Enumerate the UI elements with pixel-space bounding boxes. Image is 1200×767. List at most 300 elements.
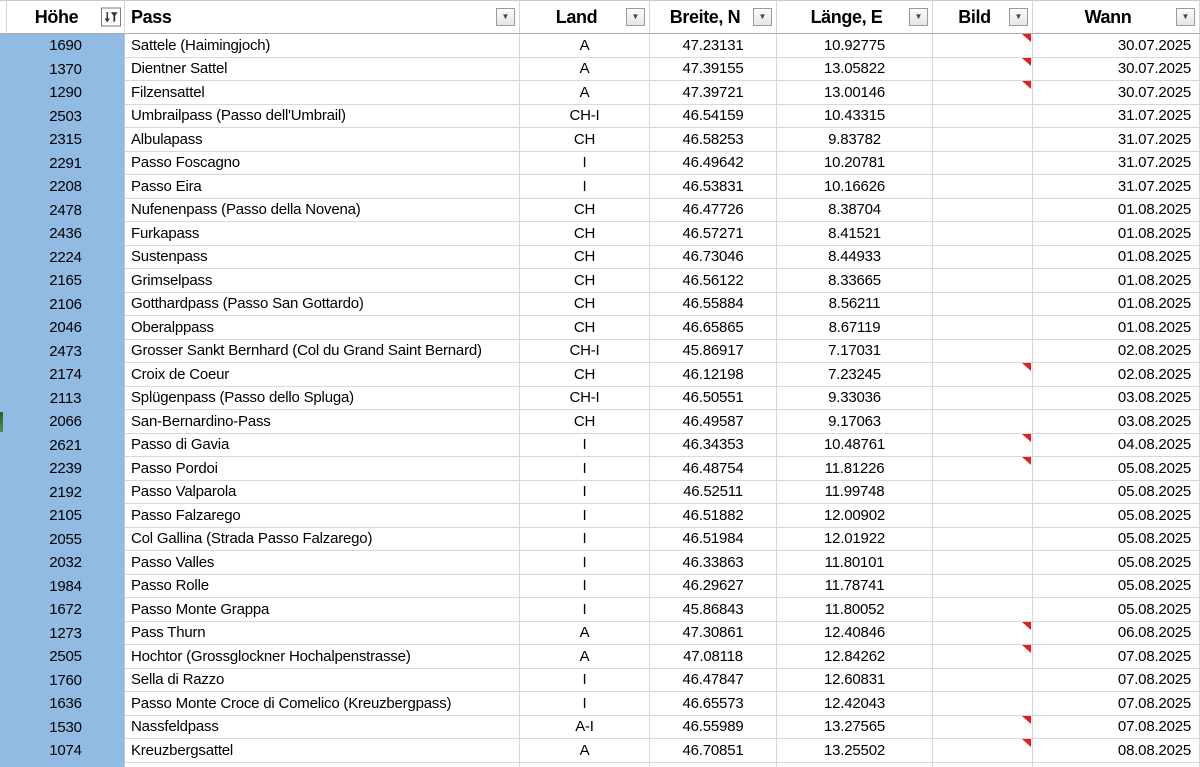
table-row <box>0 504 1200 528</box>
cell-land[interactable]: CH <box>520 363 650 387</box>
cut-column-sliver <box>0 622 7 646</box>
cell-wann[interactable]: 02.08.2025 <box>1033 340 1200 364</box>
cell-land[interactable]: I <box>520 669 650 693</box>
cell-hoehe[interactable]: 2174 <box>7 363 125 387</box>
cell-breite[interactable]: 46.55989 <box>650 716 777 740</box>
cell-pass[interactable]: Kreuzbergsattel <box>125 739 520 763</box>
cell-bild[interactable] <box>933 575 1033 599</box>
cell-wann[interactable]: 02.08.2025 <box>1033 363 1200 387</box>
cell-pass[interactable]: Passo Falzarego <box>125 504 520 528</box>
cell-bild[interactable] <box>933 246 1033 270</box>
table-row <box>0 598 1200 622</box>
cell-wann[interactable]: 05.08.2025 <box>1033 575 1200 599</box>
cell-wann[interactable]: 07.08.2025 <box>1033 692 1200 716</box>
cell-pass[interactable]: Passo Valles <box>125 551 520 575</box>
cell-land[interactable]: I <box>520 504 650 528</box>
cell-breite[interactable]: 46.50551 <box>650 387 777 411</box>
cell-pass[interactable]: Passo Pordoi <box>125 457 520 481</box>
cell-hoehe[interactable]: 1672 <box>7 598 125 622</box>
cell-bild[interactable] <box>933 692 1033 716</box>
cell-laenge[interactable]: 8.41521 <box>777 222 933 246</box>
cell-pass[interactable]: Passo Monte Grappa <box>125 598 520 622</box>
cell-laenge[interactable]: 7.17031 <box>777 340 933 364</box>
cut-column-sliver <box>0 457 7 481</box>
cut-column-sliver <box>0 410 7 434</box>
cell-wann[interactable]: 01.08.2025 <box>1033 246 1200 270</box>
cell-pass[interactable]: Passo Valparola <box>125 481 520 505</box>
note-indicator-icon <box>1022 58 1031 66</box>
cell-breite[interactable]: 46.33863 <box>650 551 777 575</box>
cell-bild[interactable] <box>933 222 1033 246</box>
cell-laenge[interactable]: 10.20781 <box>777 152 933 176</box>
cell-bild[interactable] <box>933 410 1033 434</box>
cell-bild[interactable] <box>933 504 1033 528</box>
cell-breite[interactable]: 46.52511 <box>650 481 777 505</box>
cut-column-sliver <box>0 387 7 411</box>
cut-column-sliver <box>0 128 7 152</box>
cell-hoehe[interactable]: 2106 <box>7 293 125 317</box>
cell-breite[interactable]: 45.86843 <box>650 598 777 622</box>
table-row <box>0 363 1200 387</box>
cell-wann[interactable]: 01.08.2025 <box>1033 269 1200 293</box>
cell-pass[interactable]: Passo Rolle <box>125 575 520 599</box>
cell-wann[interactable]: 04.08.2025 <box>1033 434 1200 458</box>
table-row <box>0 58 1200 82</box>
cell-breite[interactable]: 46.73046 <box>650 246 777 270</box>
cell-pass[interactable]: Sustenpass <box>125 246 520 270</box>
cell-laenge[interactable]: 12.60831 <box>777 669 933 693</box>
cell-breite[interactable]: 46.51882 <box>650 504 777 528</box>
cell-laenge[interactable]: 8.56211 <box>777 293 933 317</box>
cell-breite[interactable]: 46.65865 <box>650 316 777 340</box>
cell-breite[interactable]: 46.70851 <box>650 739 777 763</box>
cell-bild[interactable] <box>933 58 1033 82</box>
column-header-pass <box>125 1 520 34</box>
cell-hoehe[interactable] <box>7 763 125 767</box>
cut-column-sliver <box>0 739 7 763</box>
cell-laenge[interactable]: 11.99748 <box>777 481 933 505</box>
table-row <box>0 575 1200 599</box>
column-header-laenge <box>777 1 933 34</box>
cell-wann[interactable]: 05.08.2025 <box>1033 457 1200 481</box>
cell-wann[interactable]: 31.07.2025 <box>1033 175 1200 199</box>
note-indicator-icon <box>1022 622 1031 630</box>
cell-laenge[interactable]: 10.16626 <box>777 175 933 199</box>
cell-pass[interactable]: Grosser Sankt Bernhard (Col du Grand Saint Bernard) <box>125 340 520 364</box>
cell-pass[interactable]: Dientner Sattel <box>125 58 520 82</box>
green-edge-mark <box>0 412 3 432</box>
cell-hoehe[interactable]: 2105 <box>7 504 125 528</box>
cut-column-sliver <box>0 105 7 129</box>
cell-hoehe[interactable]: 1290 <box>7 81 125 105</box>
cell-laenge[interactable]: 10.43315 <box>777 105 933 129</box>
cell-pass[interactable]: Filzensattel <box>125 81 520 105</box>
cell-breite[interactable]: 46.58253 <box>650 128 777 152</box>
cell-laenge[interactable]: 12.42043 <box>777 692 933 716</box>
laenge-filter-dropdown-button[interactable] <box>909 8 928 26</box>
table-row <box>0 340 1200 364</box>
note-indicator-icon <box>1022 457 1031 465</box>
cell-land[interactable]: I <box>520 528 650 552</box>
cell-laenge[interactable]: 7.23245 <box>777 363 933 387</box>
column-header-wann <box>1033 1 1200 34</box>
cell-hoehe[interactable]: 2436 <box>7 222 125 246</box>
table-row <box>0 739 1200 763</box>
cell-wann[interactable]: 07.08.2025 <box>1033 716 1200 740</box>
cell-hoehe[interactable]: 1530 <box>7 716 125 740</box>
cell-pass[interactable]: Nufenenpass (Passo della Novena) <box>125 199 520 223</box>
cell-hoehe[interactable]: 2473 <box>7 340 125 364</box>
column-label-breite: Breite, N <box>669 6 741 27</box>
cut-column-sliver <box>0 58 7 82</box>
cell-wann[interactable]: 05.08.2025 <box>1033 598 1200 622</box>
cell-land[interactable]: I <box>520 457 650 481</box>
cell-breite[interactable]: 47.39721 <box>650 81 777 105</box>
cell-breite[interactable]: 46.47726 <box>650 199 777 223</box>
cell-hoehe[interactable]: 1370 <box>7 58 125 82</box>
chevron-down-icon: ▼ <box>631 12 640 21</box>
cell-breite[interactable]: 46.47847 <box>650 669 777 693</box>
cell-bild[interactable] <box>933 434 1033 458</box>
cell-pass[interactable]: Sattele (Haimingjoch) <box>125 34 520 58</box>
cell-pass[interactable]: Passo di Gavia <box>125 434 520 458</box>
cell-hoehe[interactable]: 1636 <box>7 692 125 716</box>
cell-laenge[interactable]: 13.27565 <box>777 716 933 740</box>
breite-filter-dropdown-button[interactable] <box>753 8 772 26</box>
cell-laenge[interactable]: 8.67119 <box>777 316 933 340</box>
note-indicator-icon <box>1022 739 1031 747</box>
cell-wann[interactable]: 01.08.2025 <box>1033 293 1200 317</box>
cell-land[interactable]: CH <box>520 199 650 223</box>
cut-column-sliver <box>0 434 7 458</box>
cell-laenge[interactable]: 10.92775 <box>777 34 933 58</box>
cell-land[interactable]: A <box>520 645 650 669</box>
cell-pass[interactable]: Pass Thurn <box>125 622 520 646</box>
cell-hoehe[interactable]: 2113 <box>7 387 125 411</box>
cell-pass[interactable] <box>125 763 520 767</box>
cell-pass[interactable]: Sella di Razzo <box>125 669 520 693</box>
cell-laenge[interactable]: 8.33665 <box>777 269 933 293</box>
wann-filter-dropdown-button[interactable] <box>1176 8 1195 26</box>
cell-land[interactable]: I <box>520 551 650 575</box>
column-label-pass: Pass <box>131 6 172 27</box>
cell-wann[interactable]: 31.07.2025 <box>1033 128 1200 152</box>
cell-hoehe[interactable]: 2066 <box>7 410 125 434</box>
cell-hoehe[interactable]: 1273 <box>7 622 125 646</box>
cell-land[interactable]: I <box>520 598 650 622</box>
cell-land[interactable]: CH-I <box>520 105 650 129</box>
cell-hoehe[interactable]: 2291 <box>7 152 125 176</box>
cell-wann[interactable]: 01.08.2025 <box>1033 316 1200 340</box>
cell-pass[interactable]: Col Gallina (Strada Passo Falzarego) <box>125 528 520 552</box>
table-row <box>0 316 1200 340</box>
cell-pass[interactable]: Nassfeldpass <box>125 716 520 740</box>
cell-hoehe[interactable]: 2055 <box>7 528 125 552</box>
pass-filter-dropdown-button[interactable] <box>496 8 515 26</box>
cell-pass[interactable]: Grimselpass <box>125 269 520 293</box>
cell-laenge[interactable]: 12.00902 <box>777 504 933 528</box>
cell-bild[interactable] <box>933 551 1033 575</box>
cell-hoehe[interactable]: 2478 <box>7 199 125 223</box>
cell-bild[interactable] <box>933 739 1033 763</box>
cell-breite[interactable]: 46.48754 <box>650 457 777 481</box>
cell-laenge[interactable]: 10.48761 <box>777 434 933 458</box>
cut-column-sliver <box>0 152 7 176</box>
cell-bild[interactable] <box>933 481 1033 505</box>
cell-bild[interactable] <box>933 716 1033 740</box>
cell-breite[interactable]: 46.49642 <box>650 152 777 176</box>
cell-wann[interactable]: 31.07.2025 <box>1033 152 1200 176</box>
cell-laenge[interactable]: 9.83782 <box>777 128 933 152</box>
cell-land[interactable]: CH <box>520 293 650 317</box>
cell-hoehe[interactable]: 2224 <box>7 246 125 270</box>
cell-land[interactable]: CH <box>520 316 650 340</box>
cut-column-sliver <box>0 81 7 105</box>
cell-land[interactable]: I <box>520 152 650 176</box>
cell-wann[interactable]: 30.07.2025 <box>1033 58 1200 82</box>
cell-laenge[interactable]: 11.80052 <box>777 598 933 622</box>
cell-bild[interactable] <box>933 528 1033 552</box>
cell-bild[interactable] <box>933 645 1033 669</box>
cell-wann[interactable]: 05.08.2025 <box>1033 481 1200 505</box>
table-row <box>0 128 1200 152</box>
cell-land[interactable]: CH <box>520 128 650 152</box>
cell-bild[interactable] <box>933 105 1033 129</box>
cell-breite[interactable]: 46.55884 <box>650 293 777 317</box>
cell-hoehe[interactable]: 2239 <box>7 457 125 481</box>
cell-laenge[interactable]: 11.80101 <box>777 551 933 575</box>
cell-wann[interactable]: 03.08.2025 <box>1033 410 1200 434</box>
cell-breite[interactable]: 46.34353 <box>650 434 777 458</box>
cell-hoehe[interactable]: 1074 <box>7 739 125 763</box>
cell-breite[interactable]: 46.57271 <box>650 222 777 246</box>
cell-wann[interactable]: 07.08.2025 <box>1033 669 1200 693</box>
cut-column-sliver <box>0 363 7 387</box>
cell-laenge[interactable]: 12.01922 <box>777 528 933 552</box>
table-row <box>0 387 1200 411</box>
cell-land[interactable]: I <box>520 434 650 458</box>
cut-column-sliver <box>0 481 7 505</box>
cell-hoehe[interactable]: 2192 <box>7 481 125 505</box>
cut-column-sliver <box>0 504 7 528</box>
cell-laenge[interactable]: 12.84262 <box>777 645 933 669</box>
cell-pass[interactable]: Umbrailpass (Passo dell'Umbrail) <box>125 105 520 129</box>
cut-column-sliver <box>0 316 7 340</box>
cell-land[interactable] <box>520 763 650 767</box>
table-row <box>0 410 1200 434</box>
cell-land[interactable]: A <box>520 34 650 58</box>
cut-column-sliver <box>0 575 7 599</box>
cell-land[interactable]: A <box>520 58 650 82</box>
table-row <box>0 105 1200 129</box>
cell-bild[interactable] <box>933 269 1033 293</box>
cell-hoehe[interactable]: 2315 <box>7 128 125 152</box>
cell-pass[interactable]: Splügenpass (Passo dello Spluga) <box>125 387 520 411</box>
cell-wann[interactable]: 03.08.2025 <box>1033 387 1200 411</box>
cut-column-sliver <box>0 246 7 270</box>
bild-filter-dropdown-button[interactable] <box>1009 8 1028 26</box>
cell-laenge[interactable]: 12.40846 <box>777 622 933 646</box>
table-row <box>0 81 1200 105</box>
cell-hoehe[interactable]: 2503 <box>7 105 125 129</box>
cell-breite[interactable]: 47.23131 <box>650 34 777 58</box>
cell-bild[interactable] <box>933 175 1033 199</box>
cell-wann[interactable]: 30.07.2025 <box>1033 34 1200 58</box>
cut-column-sliver <box>0 551 7 575</box>
table-row <box>0 199 1200 223</box>
cell-bild[interactable] <box>933 293 1033 317</box>
cell-bild[interactable] <box>933 598 1033 622</box>
cut-column-sliver <box>0 716 7 740</box>
cell-breite[interactable]: 46.53831 <box>650 175 777 199</box>
table-row <box>0 716 1200 740</box>
column-label-bild: Bild <box>958 6 991 27</box>
cell-laenge[interactable]: 13.05822 <box>777 58 933 82</box>
cell-laenge[interactable] <box>777 763 933 767</box>
cell-bild[interactable] <box>933 763 1033 767</box>
note-indicator-icon <box>1022 363 1031 371</box>
cell-breite[interactable]: 47.30861 <box>650 622 777 646</box>
cell-land[interactable]: I <box>520 575 650 599</box>
cell-wann[interactable]: 06.08.2025 <box>1033 622 1200 646</box>
cell-land[interactable]: CH <box>520 246 650 270</box>
cell-land[interactable]: CH <box>520 410 650 434</box>
table-row <box>0 246 1200 270</box>
table-row <box>0 175 1200 199</box>
cell-bild[interactable] <box>933 316 1033 340</box>
cell-bild[interactable] <box>933 34 1033 58</box>
cell-pass[interactable]: Passo Foscagno <box>125 152 520 176</box>
cell-breite[interactable]: 46.49587 <box>650 410 777 434</box>
note-indicator-icon <box>1022 716 1031 724</box>
cell-hoehe[interactable]: 1690 <box>7 34 125 58</box>
cell-land[interactable]: I <box>520 175 650 199</box>
cell-breite[interactable]: 46.12198 <box>650 363 777 387</box>
cell-pass[interactable]: Hochtor (Grossglockner Hochalpenstrasse) <box>125 645 520 669</box>
table-row <box>0 622 1200 646</box>
cell-wann[interactable]: 30.07.2025 <box>1033 81 1200 105</box>
cut-column-sliver <box>0 669 7 693</box>
cell-laenge[interactable]: 11.78741 <box>777 575 933 599</box>
cell-land[interactable]: CH-I <box>520 340 650 364</box>
cell-hoehe[interactable]: 2032 <box>7 551 125 575</box>
cell-hoehe[interactable]: 2165 <box>7 269 125 293</box>
cell-wann[interactable]: 05.08.2025 <box>1033 551 1200 575</box>
table-row <box>0 551 1200 575</box>
table-row <box>0 528 1200 552</box>
cell-wann[interactable]: 01.08.2025 <box>1033 199 1200 223</box>
cell-bild[interactable] <box>933 199 1033 223</box>
cell-laenge[interactable]: 11.81226 <box>777 457 933 481</box>
column-label-wann: Wann <box>1084 6 1132 27</box>
cell-pass[interactable]: Furkapass <box>125 222 520 246</box>
cell-land[interactable]: CH-I <box>520 387 650 411</box>
chevron-down-icon: ▼ <box>758 12 767 21</box>
cell-bild[interactable] <box>933 152 1033 176</box>
table-row <box>0 269 1200 293</box>
cell-laenge[interactable]: 8.44933 <box>777 246 933 270</box>
cell-land[interactable]: CH <box>520 222 650 246</box>
cell-breite[interactable]: 46.51984 <box>650 528 777 552</box>
hoehe-filter-sort-button[interactable] <box>101 8 121 27</box>
cell-pass[interactable]: Passo Monte Croce di Comelico (Kreuzbergpass) <box>125 692 520 716</box>
cell-breite[interactable] <box>650 763 777 767</box>
cell-pass[interactable]: San-Bernardino-Pass <box>125 410 520 434</box>
cell-bild[interactable] <box>933 81 1033 105</box>
cell-pass[interactable]: Gotthardpass (Passo San Gottardo) <box>125 293 520 317</box>
cell-land[interactable]: CH <box>520 269 650 293</box>
cell-land[interactable]: A-I <box>520 716 650 740</box>
cell-bild[interactable] <box>933 457 1033 481</box>
cell-laenge[interactable]: 13.00146 <box>777 81 933 105</box>
cut-column-sliver <box>0 528 7 552</box>
cell-hoehe[interactable]: 2505 <box>7 645 125 669</box>
cell-wann[interactable] <box>1033 763 1200 767</box>
cell-land[interactable]: A <box>520 81 650 105</box>
table-row <box>0 152 1200 176</box>
cell-pass[interactable]: Passo Eira <box>125 175 520 199</box>
cell-wann[interactable]: 08.08.2025 <box>1033 739 1200 763</box>
cell-hoehe[interactable]: 1760 <box>7 669 125 693</box>
column-header-land <box>520 1 650 34</box>
cell-hoehe[interactable]: 2621 <box>7 434 125 458</box>
cell-laenge[interactable]: 9.33036 <box>777 387 933 411</box>
cell-wann[interactable]: 01.08.2025 <box>1033 222 1200 246</box>
cut-column-sliver <box>0 598 7 622</box>
column-label-hoehe: Höhe <box>34 6 79 27</box>
cut-column-sliver <box>0 293 7 317</box>
cell-bild[interactable] <box>933 128 1033 152</box>
table-header-row <box>0 1 1200 34</box>
cell-breite[interactable]: 46.29627 <box>650 575 777 599</box>
cell-pass[interactable]: Croix de Coeur <box>125 363 520 387</box>
cell-bild[interactable] <box>933 340 1033 364</box>
cell-bild[interactable] <box>933 387 1033 411</box>
note-indicator-icon <box>1022 434 1031 442</box>
cell-wann[interactable]: 05.08.2025 <box>1033 528 1200 552</box>
cell-hoehe[interactable]: 2208 <box>7 175 125 199</box>
cell-land[interactable]: A <box>520 739 650 763</box>
cell-bild[interactable] <box>933 363 1033 387</box>
cell-land[interactable]: I <box>520 481 650 505</box>
cell-wann[interactable]: 07.08.2025 <box>1033 645 1200 669</box>
land-filter-dropdown-button[interactable] <box>626 8 645 26</box>
cell-land[interactable]: I <box>520 692 650 716</box>
cell-land[interactable]: A <box>520 622 650 646</box>
cell-wann[interactable]: 31.07.2025 <box>1033 105 1200 129</box>
cell-breite[interactable]: 46.56122 <box>650 269 777 293</box>
cell-hoehe[interactable]: 1984 <box>7 575 125 599</box>
cell-laenge[interactable]: 13.25502 <box>777 739 933 763</box>
table-row <box>0 481 1200 505</box>
cell-pass[interactable]: Albulapass <box>125 128 520 152</box>
cell-bild[interactable] <box>933 669 1033 693</box>
cell-hoehe[interactable]: 2046 <box>7 316 125 340</box>
cell-wann[interactable]: 05.08.2025 <box>1033 504 1200 528</box>
cell-laenge[interactable]: 9.17063 <box>777 410 933 434</box>
cut-column-sliver <box>0 692 7 716</box>
cell-breite[interactable]: 46.65573 <box>650 692 777 716</box>
cell-laenge[interactable]: 8.38704 <box>777 199 933 223</box>
cut-column-sliver <box>0 340 7 364</box>
cell-breite[interactable]: 47.08118 <box>650 645 777 669</box>
cell-pass[interactable]: Oberalppass <box>125 316 520 340</box>
cell-bild[interactable] <box>933 622 1033 646</box>
cell-breite[interactable]: 46.54159 <box>650 105 777 129</box>
cell-breite[interactable]: 47.39155 <box>650 58 777 82</box>
cell-breite[interactable]: 45.86917 <box>650 340 777 364</box>
table-row <box>0 457 1200 481</box>
